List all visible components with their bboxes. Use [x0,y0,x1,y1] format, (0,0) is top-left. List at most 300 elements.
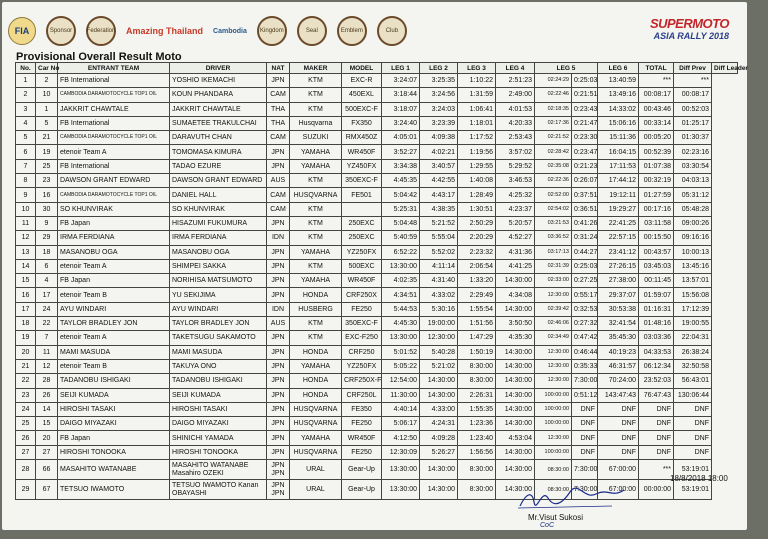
table-cell: HONDA [290,345,342,359]
table-cell: 14:30:00 [496,302,535,316]
table-cell: CRF250 [342,345,382,359]
table-cell: SHINICHI YAMADA [170,431,267,445]
table-cell: 12:30:00 [535,374,572,388]
table-cell: 2:51:23 [496,74,535,88]
table-cell: 14:33:02 [598,102,639,116]
table-cell: 30:53:38 [598,302,639,316]
table-cell: IDN [267,231,290,245]
table-cell: FB Japan [58,431,170,445]
table-cell: 28 [36,374,58,388]
table-cell: 4:43:17 [420,188,458,202]
table-cell: 17:11:53 [598,159,639,173]
table-cell: 03:11:58 [639,216,674,230]
table-cell: 00:05:20 [639,131,674,145]
column-header: Diff Leader [712,63,738,74]
table-cell: 4:05:01 [382,131,420,145]
table-row [16,402,738,416]
table-cell: 0:44:27 [572,245,598,259]
table-cell: 22 [36,317,58,331]
table-cell: DNF [598,402,639,416]
table-cell: 100:00:00 [535,445,572,459]
table-cell: SEIJI KUMADA [170,388,267,402]
table-cell: 0:46:44 [572,345,598,359]
table-cell: DAWSON GRANT EDWARD [58,174,170,188]
table-cell: 4:34:51 [382,288,420,302]
table-cell: JPN [267,359,290,373]
table-cell: 14:30:00 [496,274,535,288]
table-cell: 4:31:40 [420,274,458,288]
table-cell: 01:07:38 [639,159,674,173]
table-row [16,274,738,288]
table-cell: 7:30:00 [572,460,598,480]
event-brand [650,16,729,41]
column-header: ENTRANT TEAM [58,63,170,74]
table-cell: 12:30:00 [535,359,572,373]
table-cell: 02:54:02 [535,202,572,216]
table-cell: RMX450Z [342,131,382,145]
table-cell: KTM [290,259,342,273]
table-cell: 27:26:15 [598,259,639,273]
table-cell: HIROSHI TONOOKA [170,445,267,459]
table-row [16,331,738,345]
table-cell: YAMAHA [290,245,342,259]
table-cell: 10:00:13 [674,245,712,259]
table-cell: 02:23:16 [674,145,712,159]
table-cell: YZ450FX [342,159,382,173]
table-cell: FB International [58,74,170,88]
table-cell: HIROSHI TASAKI [58,402,170,416]
table-cell: 4:42:55 [420,174,458,188]
table-cell: 2:50:29 [458,216,496,230]
table-cell: 5 [36,116,58,130]
table-cell: *** [674,74,712,88]
table-cell: 00:08:17 [639,88,674,102]
table-cell: 2 [16,88,36,102]
table-cell: 0:23:43 [572,102,598,116]
table-cell: 27 [16,445,36,459]
table-cell: 22:04:31 [674,331,712,345]
table-cell: YAMAHA [290,359,342,373]
table-cell: EXC-R [342,74,382,88]
table-cell: JPN [267,288,290,302]
table-cell: 4:09:28 [420,431,458,445]
table-cell: KTM [290,317,342,331]
table-cell: 00:52:39 [639,145,674,159]
table-cell: 19:12:11 [598,188,639,202]
table-cell: 4:12:50 [382,431,420,445]
table-cell: FE350 [342,402,382,416]
table-cell: 15:06:16 [598,116,639,130]
table-row [16,131,738,145]
table-cell: 15:56:08 [674,288,712,302]
table-cell: 16 [16,288,36,302]
seal-logo: Seal [297,16,327,46]
table-cell: 3:50:50 [496,317,535,331]
table-cell: 03:45:03 [639,259,674,273]
table-row [16,417,738,431]
table-cell: EXC-F250 [342,331,382,345]
table-cell: JPN [267,259,290,273]
table-cell: WR450F [342,431,382,445]
result-timestamp: 18/8/2018 18:00 [670,474,728,483]
table-cell: 00:43:57 [639,245,674,259]
table-cell: 08:30:00 [535,480,572,500]
table-cell: JPN JPN [267,460,290,480]
column-header: Car No [36,63,58,74]
table-cell: 1:56:56 [458,445,496,459]
table-cell: AUS [267,174,290,188]
table-cell: 14:30:00 [496,445,535,459]
table-cell: MASANOBU OGA [170,245,267,259]
table-cell: HUSQVARNA [290,188,342,202]
column-header: MODEL [342,63,382,74]
table-cell: SO KHUNVIRAK [170,202,267,216]
table-cell: 4:11:14 [420,259,458,273]
table-cell: 22 [16,374,36,388]
table-cell: 4:45:35 [382,174,420,188]
table-cell: 13:49:16 [598,88,639,102]
federation-logo: Federation [86,16,116,46]
table-cell: 14:30:00 [420,460,458,480]
table-cell: 01:27:59 [639,188,674,202]
table-row [16,88,738,102]
signatory-role: CoC [540,522,555,529]
sponsor-logo: Sponsor [46,16,76,46]
table-cell: 01:25:17 [674,116,712,130]
table-cell: 14:30:00 [496,374,535,388]
table-cell: DNF [639,417,674,431]
table-cell: 4:34:08 [496,288,535,302]
table-cell: 09:16:16 [674,231,712,245]
table-cell: 3:24:07 [382,74,420,88]
club-logo: Club [377,16,407,46]
table-cell: HONDA [290,388,342,402]
table-cell: 3:23:39 [420,116,458,130]
table-cell: 10 [16,202,36,216]
table-cell: 10 [36,88,58,102]
table-cell: 70:24:00 [598,374,639,388]
table-cell: 3:57:02 [496,145,535,159]
table-cell: 05:48:28 [674,202,712,216]
table-cell: 13:57:01 [674,274,712,288]
table-cell: YZ250FX [342,359,382,373]
table-cell: 00:11:45 [639,274,674,288]
table-cell: YAMAHA [290,274,342,288]
table-cell: 22:57:15 [598,231,639,245]
table-cell: 03:17:13 [535,245,572,259]
table-cell: FE250 [342,302,382,316]
table-cell: 1 [36,102,58,116]
column-header: LEG 6 [598,63,639,74]
table-cell: 2:49:00 [496,88,535,102]
table-cell: 3:24:40 [382,116,420,130]
table-cell: 4:45:30 [382,317,420,331]
table-cell: CRF250L [342,388,382,402]
table-cell: HONDA [290,288,342,302]
table-cell: 01:48:16 [639,317,674,331]
table-cell: 4:31:36 [496,245,535,259]
column-header: LEG 1 [382,63,420,74]
table-cell: 100:00:00 [535,388,572,402]
table-cell: 4:01:53 [496,102,535,116]
table-cell: YU SEKIJIMA [170,288,267,302]
table-cell: 8 [16,174,36,188]
table-cell: IDN [267,302,290,316]
table-cell: MASANOBU OGA [58,245,170,259]
table-cell: 5:29:52 [496,159,535,173]
table-cell: 04:03:13 [674,174,712,188]
table-cell: 350EXC-F [342,174,382,188]
table-cell: 02:46:06 [535,317,572,331]
table-cell: URAL [290,480,342,500]
table-cell: DNF [572,402,598,416]
table-cell: 35:45:30 [598,331,639,345]
table-cell: 00:15:50 [639,231,674,245]
table-cell: 5:40:28 [420,345,458,359]
table-cell: 11:30:00 [382,388,420,402]
table-cell: 21 [36,131,58,145]
column-header: LEG 3 [458,63,496,74]
table-cell: 1:23:40 [458,431,496,445]
table-cell: YAMAHA [290,145,342,159]
table-cell: HONDA [290,374,342,388]
table-cell: Gear-Up [342,480,382,500]
table-cell: 4:09:38 [420,131,458,145]
table-cell: FB Japan [58,216,170,230]
table-cell: 53:19:01 [674,480,712,500]
table-cell: 4:40:14 [382,402,420,416]
results-table [15,62,748,500]
table-cell: 20 [16,345,36,359]
table-cell: JPN [267,331,290,345]
table-cell: 2:06:54 [458,259,496,273]
table-cell: 250EXC [342,216,382,230]
table-cell: HUSQVARNA [290,417,342,431]
table-cell: HISAZUMI FUKUMURA [170,216,267,230]
table-cell: 13:30:00 [382,259,420,273]
table-cell: 23:41:12 [598,245,639,259]
table-cell: FE250 [342,445,382,459]
table-cell: 1:47:29 [458,331,496,345]
table-cell: 23 [16,388,36,402]
table-cell: 02:39:42 [535,302,572,316]
table-cell: 19:29:27 [598,202,639,216]
table-cell: CRF250X [342,288,382,302]
brand-line-1: SUPERMOTO [649,16,729,31]
table-cell: 1:10:22 [458,74,496,88]
brand-line-2: ASIA RALLY 2018 [653,31,729,41]
table-cell: 40:19:23 [598,345,639,359]
table-cell: 01:59:07 [639,288,674,302]
table-cell: 0:25:03 [572,259,598,273]
table-cell: 30 [36,202,58,216]
table-cell: 02:22:46 [535,88,572,102]
table-cell: JAKKRIT CHAWTALE [58,102,170,116]
table-cell: 2:23:32 [458,245,496,259]
table-cell: 1:33:20 [458,274,496,288]
table-cell: SUZUKI [290,131,342,145]
table-cell: 7 [16,159,36,173]
table-cell: 0:21:23 [572,159,598,173]
table-cell: 02:34:49 [535,331,572,345]
table-cell: 19 [36,145,58,159]
table-cell: MASAHITO WATANABE Masahiro OZEKI [170,460,267,480]
table-cell: 46:31:57 [598,359,639,373]
table-cell: YAMAHA [290,159,342,173]
table-cell: 18 [16,317,36,331]
table-cell: 3:46:53 [496,174,535,188]
table-cell: 4:25:32 [496,188,535,202]
table-cell: 53:19:01 [674,460,712,480]
kingdom-logo: Kingdom [257,16,287,46]
table-cell: 4:20:33 [496,116,535,130]
table-row [16,116,738,130]
table-cell: JPN [267,345,290,359]
table-cell: FE250 [342,417,382,431]
table-cell: 56:43:01 [674,374,712,388]
table-cell: etenoir Team B [58,288,170,302]
table-cell: 13:30:00 [382,480,420,500]
table-cell: 1:31:59 [458,88,496,102]
table-cell: 32:50:58 [674,359,712,373]
table-cell: 09:00:26 [674,216,712,230]
table-row [16,460,738,480]
table-cell: HUSQVARNA [290,402,342,416]
table-cell: KTM [290,88,342,102]
table-cell: 03:36:52 [535,231,572,245]
table-cell: 1:06:41 [458,102,496,116]
table-row [16,388,738,402]
table-row [16,445,738,459]
table-cell: 4:41:25 [496,259,535,273]
table-cell: 4:02:35 [382,274,420,288]
table-cell: JPN [267,417,290,431]
table-cell: 21 [16,359,36,373]
table-cell: JPN [267,431,290,445]
table-cell: 500EXC-F [342,102,382,116]
table-cell: 00:08:17 [674,88,712,102]
table-cell: 23 [36,174,58,188]
table-cell: 1:50:19 [458,345,496,359]
table-cell: 350EXC-F [342,317,382,331]
table-cell: AYU WINDARI [170,302,267,316]
table-cell: SO KHUNVIRAK [58,202,170,216]
table-cell: 19:00:55 [674,317,712,331]
table-cell: 4:35:30 [496,331,535,345]
table-cell: 3:40:57 [420,159,458,173]
table-cell: 250EXC [342,231,382,245]
table-cell: 03:30:54 [674,159,712,173]
table-cell: 00:00:00 [639,480,674,500]
table-cell: 4:52:27 [496,231,535,245]
table-cell: WR450F [342,274,382,288]
table-cell: DAWSON GRANT EDWARD [170,174,267,188]
table-row [16,431,738,445]
table-cell: 5:06:17 [382,417,420,431]
table-cell: FE501 [342,188,382,202]
column-header: LEG 4 [496,63,535,74]
table-cell: 29 [16,480,36,500]
table-row [16,188,738,202]
table-cell: 8:30:00 [458,374,496,388]
table-cell: 11 [36,345,58,359]
table-cell: 1:55:35 [458,402,496,416]
table-cell: 76:47:43 [639,388,674,402]
table-cell: 02:31:39 [535,259,572,273]
table-row [16,245,738,259]
table-cell: 26:38:24 [674,345,712,359]
table-cell: IRMA FERDIANA [170,231,267,245]
table-cell: JPN [267,245,290,259]
table-cell: 0:25:03 [572,74,598,88]
table-cell: 25 [16,417,36,431]
table-cell: 0:23:30 [572,131,598,145]
table-cell: 5:01:52 [382,345,420,359]
table-cell: WR450F [342,145,382,159]
table-cell: TAKUYA ONO [170,359,267,373]
table-cell: 4:33:00 [420,402,458,416]
fia-logo: FIA [8,17,36,45]
table-header-row [16,63,738,74]
table-cell: 1:30:51 [458,202,496,216]
table-cell: DNF [639,402,674,416]
table-cell: KTM [290,174,342,188]
table-cell: KTM [290,74,342,88]
table-cell: 14:30:00 [496,388,535,402]
table-cell: 0:32:53 [572,302,598,316]
table-cell: 26 [36,388,58,402]
table-cell: 02:28:42 [535,145,572,159]
table-cell: CAM [267,188,290,202]
table-cell: 1:55:54 [458,302,496,316]
table-cell: 14:30:00 [420,374,458,388]
table-cell: 67:00:00 [598,480,639,500]
table-cell: TAKETSUGU SAKAMOTO [170,331,267,345]
table-cell: CAMBODIA DARAMOTOCYCLE TOP1 OIL [58,131,170,145]
table-cell: TETSUO IWAMOTO [58,480,170,500]
table-cell: 13:30:00 [382,460,420,480]
table-cell: 8:30:00 [458,460,496,480]
table-cell: 5:44:53 [382,302,420,316]
table-cell: 5:52:02 [420,245,458,259]
table-cell: YAMAHA [290,431,342,445]
table-cell: 5:40:59 [382,231,420,245]
table-cell: HIROSHI TASAKI [170,402,267,416]
table-cell: 2:29:49 [458,288,496,302]
table-cell: DNF [572,417,598,431]
table-cell: 02:21:52 [535,131,572,145]
table-cell: KTM [290,231,342,245]
table-cell [342,202,382,216]
table-cell: HUSBERG [290,302,342,316]
column-header: NAT [267,63,290,74]
table-cell: 28 [16,460,36,480]
table-cell: THA [267,116,290,130]
table-cell: Husqvarna [290,116,342,130]
table-cell: DNF [639,445,674,459]
table-cell: 0:23:47 [572,145,598,159]
table-cell: AUS [267,317,290,331]
table-cell: 1:23:36 [458,417,496,431]
table-cell: YZ250FX [342,245,382,259]
table-cell: 20 [36,431,58,445]
table-cell: 23:52:03 [639,374,674,388]
table-row [16,174,738,188]
table-cell: 0:27:32 [572,317,598,331]
column-header: Diff Prev [674,63,712,74]
table-cell: JPN [267,216,290,230]
table-cell: SEIJI KUMADA [58,388,170,402]
